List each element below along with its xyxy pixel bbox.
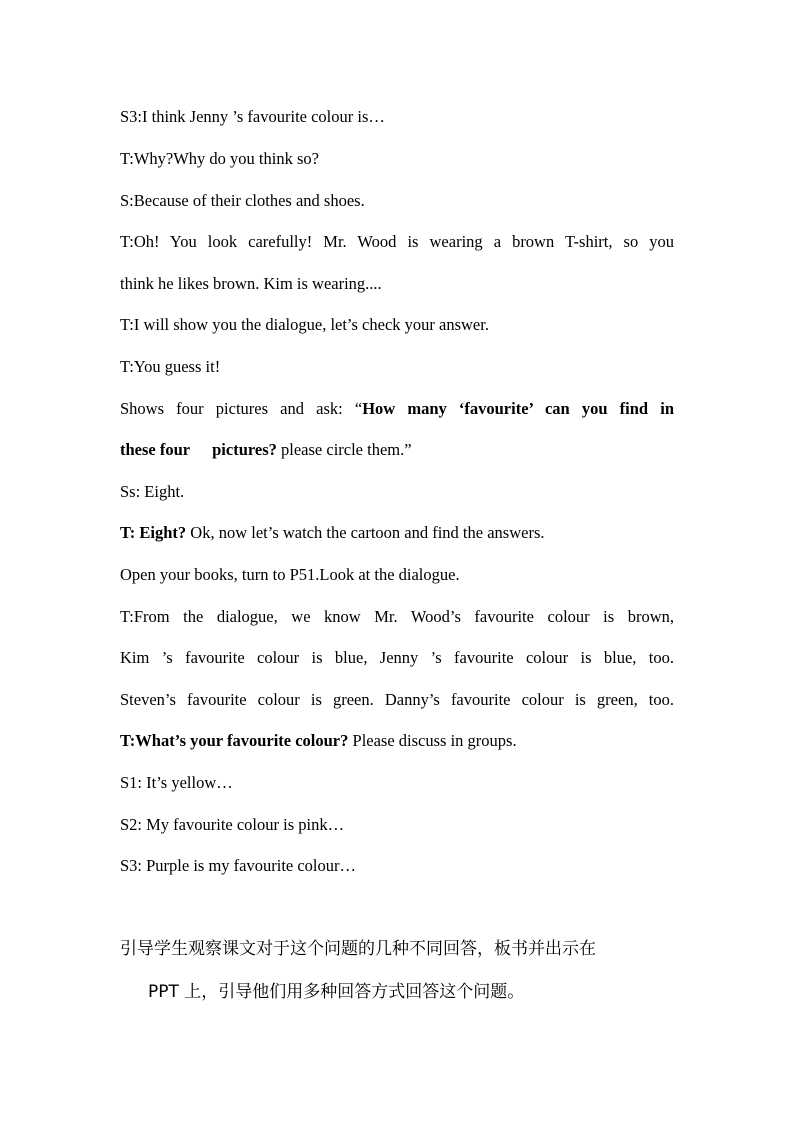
text-line: T:Oh! You look carefully! Mr. Wood is wearing a brown T-shirt, so you (120, 232, 674, 251)
shows-pictures-line-2 (120, 439, 674, 461)
answer-line: S2: My favourite colour is pink… (120, 815, 345, 834)
text-line: T:I will show you the dialogue, let’s check your answer. (120, 315, 489, 334)
t-eight-line (120, 522, 674, 544)
answer-line: S1: It’s yellow… (120, 773, 233, 792)
text-line: T:You guess it! (120, 357, 221, 376)
dialogue-line: Steven’s favourite colour is green. Danny’s favourite colour is green, too. (120, 690, 674, 709)
shows-bold-part-a: these four (120, 440, 191, 459)
t-eight-rest: Ok, now let’s watch the cartoon and find the answers. (186, 523, 545, 542)
text-line: S:Because of their clothes and shoes. (120, 191, 365, 210)
whats-favourite-line (120, 730, 674, 752)
shows-bold-question: How many ‘favourite’ can you find in (362, 399, 675, 418)
text-line: S3:I think Jenny ’s favourite colour is… (120, 107, 385, 126)
chinese-note-line: PPT 上，引导他们用多种回答方式回答这个问题。 (148, 982, 525, 1002)
answer-line: S3: Purple is my favourite colour… (120, 856, 357, 875)
whats-rest: Please discuss in groups. (348, 731, 517, 750)
shows-prefix: Shows four pictures and ask: “ (120, 399, 363, 418)
text-line: think he likes brown. Kim is wearing.... (120, 274, 382, 293)
text-line: Ss: Eight. (120, 482, 185, 501)
whats-bold: T:What’s your favourite colour? (120, 731, 349, 750)
chinese-note-line: 引导学生观察课文对于这个问题的几种不同回答，板书并出示在 (120, 939, 596, 959)
t-eight-bold: T: Eight? (120, 523, 187, 542)
shows-pictures-line (120, 398, 674, 420)
dialogue-line: Kim ’s favourite colour is blue, Jenny ’s favourite colour is blue, too. (120, 648, 674, 667)
dialogue-line: T:From the dialogue, we know Mr. Wood’s favourite colour is brown, (120, 607, 674, 626)
text-line: T:Why?Why do you think so? (120, 149, 319, 168)
shows-suffix: please circle them.” (276, 440, 412, 459)
text-line: Open your books, turn to P51.Look at the dialogue. (120, 565, 460, 584)
shows-bold-part-b: pictures? (212, 440, 277, 459)
